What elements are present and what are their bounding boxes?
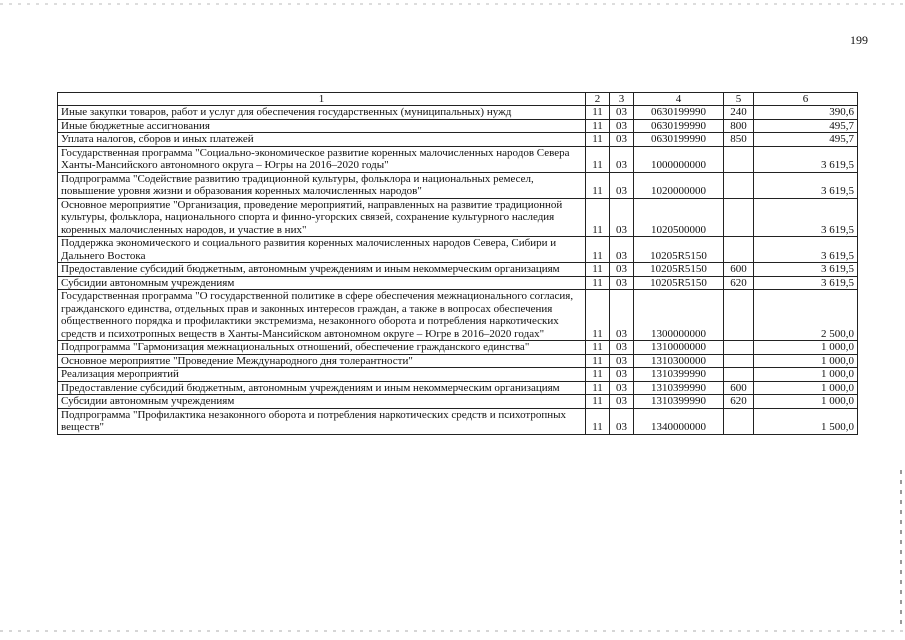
table-row	[58, 354, 858, 368]
table-row	[58, 198, 858, 237]
header-col-3: 3	[610, 93, 634, 106]
cell-subsection: 03	[610, 381, 634, 395]
cell-subsection: 03	[610, 263, 634, 277]
table-row	[58, 133, 858, 147]
cell-expense-type: 620	[724, 395, 754, 409]
cell-expense-type	[724, 341, 754, 355]
cell-amount: 1 000,0	[754, 381, 858, 395]
cell-subsection: 03	[610, 354, 634, 368]
cell-subsection: 03	[610, 133, 634, 147]
cell-section: 11	[586, 146, 610, 172]
cell-subsection: 03	[610, 341, 634, 355]
cell-subsection: 03	[610, 368, 634, 382]
cell-subsection: 03	[610, 276, 634, 290]
cell-expense-type	[724, 172, 754, 198]
cell-target-article: 10205R5150	[634, 276, 724, 290]
cell-name: Основное мероприятие "Проведение Международного дня толерантности"	[58, 354, 586, 368]
cell-target-article: 1310399990	[634, 368, 724, 382]
header-row	[58, 93, 858, 106]
cell-subsection: 03	[610, 119, 634, 133]
cell-target-article: 1340000000	[634, 408, 724, 434]
table-body	[58, 106, 858, 435]
cell-expense-type	[724, 198, 754, 237]
header-col-5: 5	[724, 93, 754, 106]
table-row	[58, 341, 858, 355]
cell-expense-type: 600	[724, 263, 754, 277]
cell-section: 11	[586, 381, 610, 395]
cell-target-article: 1310399990	[634, 395, 724, 409]
cell-amount: 3 619,5	[754, 172, 858, 198]
cell-name: Субсидии автономным учреждениям	[58, 276, 586, 290]
cell-section: 11	[586, 237, 610, 263]
cell-name: Иные бюджетные ассигнования	[58, 119, 586, 133]
table-row	[58, 106, 858, 120]
header-col-2: 2	[586, 93, 610, 106]
cell-target-article: 1310000000	[634, 341, 724, 355]
cell-expense-type	[724, 146, 754, 172]
cell-name: Основное мероприятие "Организация, проведение мероприятий, направленных на развитие традиционной культуры, фольклора, национального спорта и финно-угорских связей, сохранение культурного наследия коренных малочисленных народов, и участие в них"	[58, 198, 586, 237]
cell-name: Подпрограмма "Гармонизация межнациональных отношений, обеспечение гражданского единства"	[58, 341, 586, 355]
cell-subsection: 03	[610, 106, 634, 120]
cell-name: Реализация мероприятий	[58, 368, 586, 382]
cell-amount: 1 000,0	[754, 354, 858, 368]
cell-name: Подпрограмма "Профилактика незаконного оборота и потребления наркотических средств и психотропных веществ"	[58, 408, 586, 434]
cell-amount: 1 000,0	[754, 341, 858, 355]
cell-expense-type	[724, 368, 754, 382]
cell-amount: 495,7	[754, 133, 858, 147]
cell-target-article: 1020500000	[634, 198, 724, 237]
scan-edge-right	[900, 470, 902, 630]
cell-subsection: 03	[610, 146, 634, 172]
cell-name: Субсидии автономным учреждениям	[58, 395, 586, 409]
cell-section: 11	[586, 341, 610, 355]
cell-section: 11	[586, 408, 610, 434]
table-row	[58, 408, 858, 434]
scan-edge-bottom	[0, 630, 905, 632]
cell-expense-type: 600	[724, 381, 754, 395]
cell-expense-type: 240	[724, 106, 754, 120]
cell-name: Уплата налогов, сборов и иных платежей	[58, 133, 586, 147]
cell-name: Предоставление субсидий бюджетным, автономным учреждениям и иным некоммерческим организациям	[58, 263, 586, 277]
cell-expense-type	[724, 354, 754, 368]
cell-target-article: 10205R5150	[634, 263, 724, 277]
cell-section: 11	[586, 133, 610, 147]
cell-subsection: 03	[610, 395, 634, 409]
cell-name: Иные закупки товаров, работ и услуг для обеспечения государственных (муниципальных) нужд	[58, 106, 586, 120]
table-row	[58, 276, 858, 290]
cell-name: Предоставление субсидий бюджетным, автономным учреждениям и иным некоммерческим организациям	[58, 381, 586, 395]
cell-expense-type	[724, 237, 754, 263]
cell-name: Подпрограмма "Содействие развитию традиционной культуры, фольклора и национальных ремесел, повышение уровня жизни и образования коренных малочисленных народов"	[58, 172, 586, 198]
cell-target-article: 1300000000	[634, 290, 724, 341]
cell-section: 11	[586, 106, 610, 120]
cell-amount: 390,6	[754, 106, 858, 120]
cell-target-article: 1000000000	[634, 146, 724, 172]
cell-section: 11	[586, 276, 610, 290]
cell-section: 11	[586, 198, 610, 237]
cell-amount: 3 619,5	[754, 237, 858, 263]
page-number: 199	[850, 33, 868, 47]
cell-amount: 3 619,5	[754, 263, 858, 277]
cell-target-article: 1310300000	[634, 354, 724, 368]
table-row	[58, 395, 858, 409]
cell-expense-type	[724, 290, 754, 341]
cell-target-article: 0630199990	[634, 133, 724, 147]
header-col-4: 4	[634, 93, 724, 106]
cell-section: 11	[586, 290, 610, 341]
cell-expense-type: 850	[724, 133, 754, 147]
cell-amount: 3 619,5	[754, 146, 858, 172]
cell-target-article: 1310399990	[634, 381, 724, 395]
cell-expense-type: 800	[724, 119, 754, 133]
cell-amount: 3 619,5	[754, 198, 858, 237]
budget-table	[57, 92, 858, 435]
cell-section: 11	[586, 172, 610, 198]
cell-amount: 3 619,5	[754, 276, 858, 290]
cell-subsection: 03	[610, 290, 634, 341]
cell-section: 11	[586, 263, 610, 277]
cell-name: Государственная программа "Социально-экономическое развитие коренных малочисленных народов Севера Ханты-Мансийского автономного округа – Югры на 2016–2020 годы"	[58, 146, 586, 172]
table-row	[58, 172, 858, 198]
cell-section: 11	[586, 354, 610, 368]
table-row	[58, 119, 858, 133]
cell-name: Поддержка экономического и социального развития коренных малочисленных народов Севера, Сибири и Дальнего Востока	[58, 237, 586, 263]
table-row	[58, 368, 858, 382]
cell-expense-type: 620	[724, 276, 754, 290]
table-row	[58, 237, 858, 263]
cell-amount: 1 000,0	[754, 368, 858, 382]
cell-expense-type	[724, 408, 754, 434]
cell-target-article: 1020000000	[634, 172, 724, 198]
cell-amount: 1 500,0	[754, 408, 858, 434]
cell-subsection: 03	[610, 172, 634, 198]
table-row	[58, 290, 858, 341]
cell-subsection: 03	[610, 408, 634, 434]
cell-section: 11	[586, 395, 610, 409]
table-row	[58, 146, 858, 172]
cell-name: Государственная программа "О государственной политике в сфере обеспечения межнационального согласия, гражданского единства, отдельных прав и законных интересов граждан, а также в вопросах обеспечения общественного порядка и профилактики экстремизма, незаконного оборота и потребления наркотических средств и психотропных веществ в Ханты-Мансийском автономном округе – Югре в 2016–2020 годах"	[58, 290, 586, 341]
cell-amount: 2 500,0	[754, 290, 858, 341]
cell-target-article: 0630199990	[634, 119, 724, 133]
table-row	[58, 381, 858, 395]
cell-section: 11	[586, 368, 610, 382]
header-col-6: 6	[754, 93, 858, 106]
table-row	[58, 263, 858, 277]
cell-target-article: 10205R5150	[634, 237, 724, 263]
scan-edge-top	[0, 3, 905, 5]
cell-amount: 1 000,0	[754, 395, 858, 409]
cell-section: 11	[586, 119, 610, 133]
cell-subsection: 03	[610, 198, 634, 237]
cell-amount: 495,7	[754, 119, 858, 133]
cell-subsection: 03	[610, 237, 634, 263]
cell-target-article: 0630199990	[634, 106, 724, 120]
header-col-1: 1	[58, 93, 586, 106]
